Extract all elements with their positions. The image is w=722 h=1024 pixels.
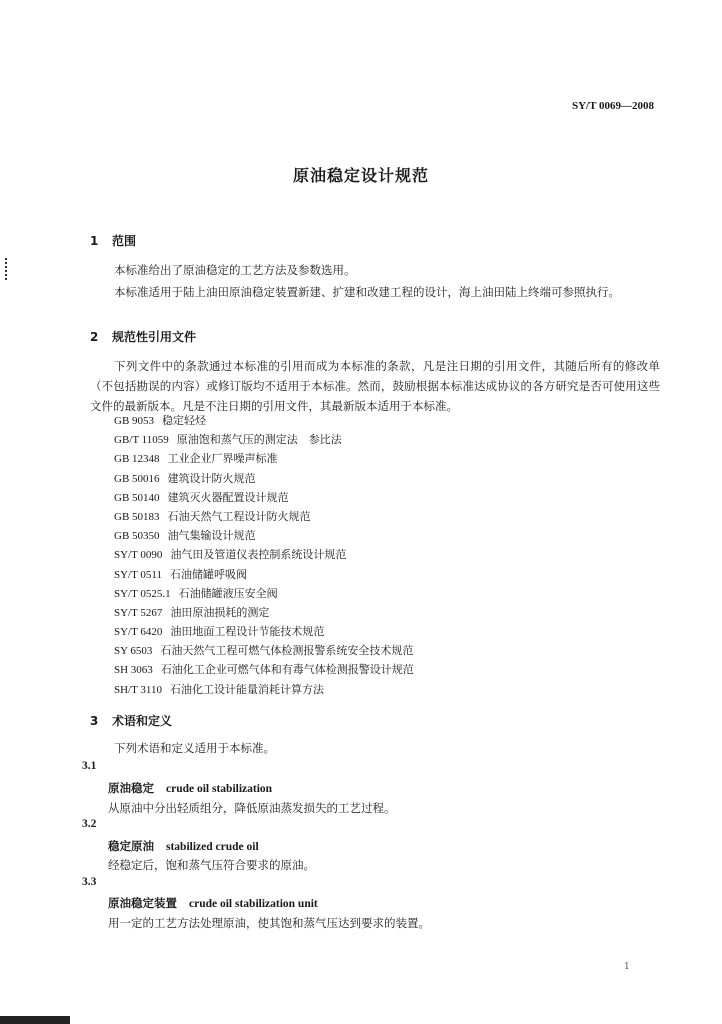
section-2-heading: [90, 328, 196, 345]
reference-item: [114, 507, 414, 526]
section-3-heading: [90, 712, 172, 729]
reference-code: SH/T 3110: [114, 683, 162, 696]
term-name: [108, 838, 259, 854]
scan-edge-artifact: [0, 1016, 70, 1024]
reference-code: SH 3063: [114, 664, 153, 677]
term-name-en: crude oil stabilization unit: [189, 898, 318, 910]
term-name: [108, 895, 318, 911]
reference-name: 工业企业厂界噪声标准: [167, 452, 278, 466]
reference-item: [114, 641, 414, 660]
section-1-paragraph-2: 本标准适用于陆上油田原油稳定装置新建、扩建和改建工程的设计，海上油田陆上终端可参照执行。: [114, 285, 620, 299]
reference-code: SY/T 0511: [114, 568, 162, 581]
reference-code: GB 12348: [114, 453, 160, 466]
section-2-intro: 下列文件中的条款通过本标准的引用而成为本标准的条款，凡是注日期的引用文件，其随后所有的修改单（不包括勘误的内容）或修订版均不适用于本标准。然而，鼓励根据本标准达成协议的各方研究是否可使用这些文件的最新版本。凡是不注日期的引用文件，其最新版本适用于本标准。: [90, 359, 660, 413]
reference-item: [114, 449, 414, 468]
reference-list: [114, 411, 414, 699]
reference-item: [114, 488, 414, 507]
scan-margin-mark: [5, 258, 9, 280]
reference-item: [114, 603, 414, 622]
section-1-paragraph-1: 本标准给出了原油稳定的工艺方法及参数选用。: [114, 263, 356, 277]
section-title: 规范性引用文件: [112, 330, 197, 344]
reference-code: SY/T 5267: [114, 606, 163, 619]
section-title: 范围: [112, 234, 137, 248]
term-number: 3.2: [82, 818, 97, 830]
reference-name: 建筑灭火器配置设计规范: [167, 490, 289, 504]
section-number: 3: [90, 714, 99, 728]
reference-item: [114, 622, 414, 641]
reference-item: [114, 660, 414, 679]
section-number: 2: [90, 330, 99, 344]
reference-item: [114, 411, 414, 430]
reference-name: 石油化工企业可燃气体和有毒气体检测报警设计规范: [160, 663, 414, 677]
reference-code: SY/T 6420: [114, 626, 163, 639]
reference-item: [114, 565, 414, 584]
document-title: 原油稳定设计规范: [292, 166, 429, 185]
reference-name: 石油天然气工程设计防火规范: [167, 509, 311, 523]
section-title: 术语和定义: [112, 714, 173, 728]
reference-code: GB 50183: [114, 510, 160, 523]
page-number: 1: [624, 962, 630, 972]
reference-name: 石油天然气工程可燃气体检测报警系统安全技术规范: [160, 644, 414, 658]
reference-code: GB/T 11059: [114, 434, 169, 447]
reference-name: 油田地面工程设计节能技术规范: [170, 625, 325, 639]
term-definition: 用一定的工艺方法处理原油，使其饱和蒸气压达到要求的装置。: [108, 916, 430, 930]
term-definition: 从原油中分出轻质组分，降低原油蒸发损失的工艺过程。: [108, 801, 396, 815]
term-name-cn: 原油稳定: [108, 781, 154, 795]
reference-code: GB 50350: [114, 530, 160, 543]
reference-item: [114, 584, 414, 603]
term-name-cn: 原油稳定装置: [108, 896, 177, 910]
term-name-en: crude oil stabilization: [166, 783, 273, 795]
reference-name: 石油化工设计能量消耗计算方法: [169, 682, 324, 696]
reference-item: [114, 680, 414, 699]
reference-name: 油气田及管道仪表控制系统设计规范: [170, 548, 347, 562]
reference-code: SY 6503: [114, 645, 153, 658]
reference-code: SY/T 0090: [114, 549, 163, 562]
reference-item: [114, 526, 414, 545]
term-name-cn: 稳定原油: [108, 839, 154, 853]
section-number: 1: [90, 234, 99, 248]
reference-name: 油田原油损耗的测定: [170, 605, 270, 619]
reference-code: SY/T 0525.1: [114, 587, 171, 600]
reference-name: 建筑设计防火规范: [167, 471, 256, 485]
reference-name: 石油储罐液压安全阀: [178, 586, 278, 600]
reference-item: [114, 430, 414, 449]
reference-item: [114, 545, 414, 564]
standard-code: SY/T 0069—2008: [571, 100, 654, 112]
term-name: [108, 780, 272, 796]
reference-name: 稳定轻烃: [162, 414, 207, 427]
section-1-heading: [90, 232, 136, 249]
reference-code: GB 9053: [114, 415, 155, 427]
term-name-en: stabilized crude oil: [166, 841, 259, 853]
term-number: 3.3: [82, 876, 97, 888]
reference-code: GB 50140: [114, 491, 160, 504]
reference-name: 油气集输设计规范: [167, 529, 256, 543]
term-definition: 经稳定后，饱和蒸气压符合要求的原油。: [108, 858, 315, 872]
reference-name: 原油饱和蒸气压的测定法 参比法: [176, 433, 342, 447]
reference-name: 石油储罐呼吸阀: [169, 567, 247, 581]
reference-code: GB 50016: [114, 472, 160, 485]
section-3-intro: 下列术语和定义适用于本标准。: [114, 741, 275, 755]
reference-item: [114, 469, 414, 488]
term-number: 3.1: [82, 760, 97, 772]
